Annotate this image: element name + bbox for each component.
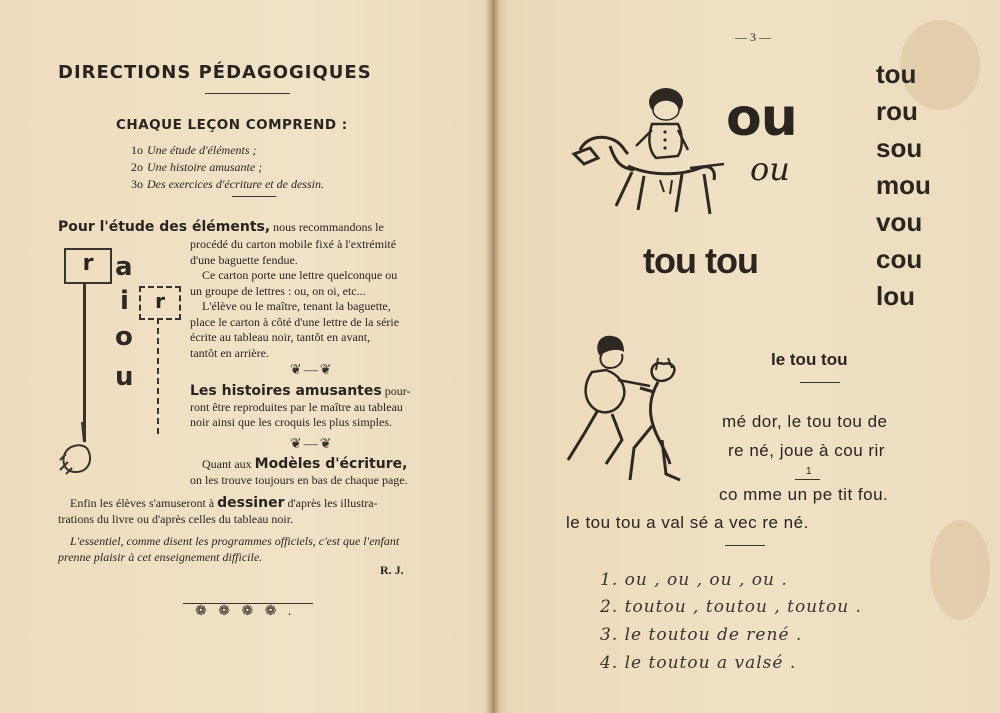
story-line: mé dor, le tou tou de — [722, 412, 888, 431]
cursive-exercise-line: 2. toutou , toutou , toutou . — [600, 597, 862, 617]
footnote-mark: 1 — [806, 466, 812, 477]
cursive-exercise-line: 1. ou , ou , ou , ou . — [600, 570, 788, 590]
story-line: re né, joue à cou rir — [728, 441, 885, 460]
title-underline — [205, 93, 290, 94]
list-item: 3o Des exercices d'écriture et de dessin. — [131, 177, 324, 191]
stories-paragraph: Les histoires amusantes pour- ront être reproduites par le maître au tableau noir ainsi que les croquis les plus simples. — [190, 383, 411, 429]
boy-on-dog-illustration — [570, 84, 730, 234]
syllable: rou — [876, 96, 918, 126]
book-gutter — [486, 0, 500, 713]
footnote-rule — [795, 479, 820, 480]
signature: R. J. — [380, 563, 404, 577]
ornament-divider: ❦—❦ — [290, 437, 334, 452]
syllable: cou — [876, 244, 923, 274]
cursive-exercise-line: 3. le toutou de rené . — [600, 625, 803, 645]
drawing-paragraph: Enfin les élèves s'amuseront à dessiner d'après les illustra- trations du livre ou d'après celles du tableau noir. — [58, 495, 378, 526]
elements-paragraph-intro: Pour l'étude des éléments, nous recommandons le — [58, 219, 384, 235]
lesson-structure-list — [131, 142, 324, 193]
lesson-title-underline — [800, 382, 840, 383]
paper-stain — [930, 520, 990, 620]
writing-models-paragraph: Quant aux Modèles d'écriture, on les trouve toujours en bas de chaque page. — [190, 456, 408, 487]
toutou-print-large: tou tou — [643, 240, 758, 281]
letter-card: r — [64, 248, 112, 284]
syllable: mou — [876, 170, 931, 200]
list-underline — [232, 196, 276, 197]
list-item: 2o Une histoire amusante ; — [131, 160, 263, 174]
ornament-divider: ❦—❦ — [290, 363, 334, 378]
story-line: le tou tou a val sé a vec re né. — [566, 513, 809, 532]
letter-card-dashed: r — [139, 286, 181, 320]
pointer-stick-dashed — [157, 318, 159, 438]
story-divider — [725, 545, 765, 546]
letter-u: u — [115, 362, 134, 392]
letter-i: i — [120, 286, 129, 316]
pointer-stick — [83, 282, 86, 442]
closing-remark: L'essentiel, comme disent les programmes officiels, c'est que l'enfant prenne plaisir à cet enseignement difficile. — [58, 534, 400, 564]
ou-script-large: ou — [750, 150, 790, 188]
elements-paragraph: procédé du carton mobile fixé à l'extrémité d'une baguette fendue. Ce carton porte une lettre quelconque ou un groupe de lettres : ou, on oi, etc... L'élève ou le maître, tenant la baguette, place le carton à côté d'une lettre de la série écrite au tableau noir, tantôt en avant, tantôt en arrière. — [190, 237, 400, 360]
syllable-column — [876, 56, 931, 315]
hand-icon — [56, 420, 102, 476]
footer-ornament: ❁ ❁ ❁ ❁ . — [195, 604, 296, 619]
syllable: vou — [876, 207, 923, 237]
syllable: tou — [876, 59, 917, 89]
syllable: sou — [876, 133, 923, 163]
letter-o: o — [115, 322, 133, 352]
ou-print-large: ou — [726, 88, 797, 148]
child-dancing-with-dog-illustration — [562, 330, 702, 500]
story-line: co mme un pe tit fou. — [719, 485, 889, 504]
cursive-exercise-line: 4. le toutou a valsé . — [600, 653, 797, 673]
page-title: DIRECTIONS PÉDAGOGIQUES — [58, 62, 372, 83]
page-number: — 3 — — [735, 30, 771, 44]
letter-a: a — [115, 252, 133, 282]
lesson-title: le tou tou — [771, 350, 848, 369]
list-item: 1o Une étude d'éléments ; — [131, 143, 257, 157]
syllable: lou — [876, 281, 915, 311]
lesson-structure-heading: CHAQUE LEÇON COMPREND : — [116, 117, 348, 133]
